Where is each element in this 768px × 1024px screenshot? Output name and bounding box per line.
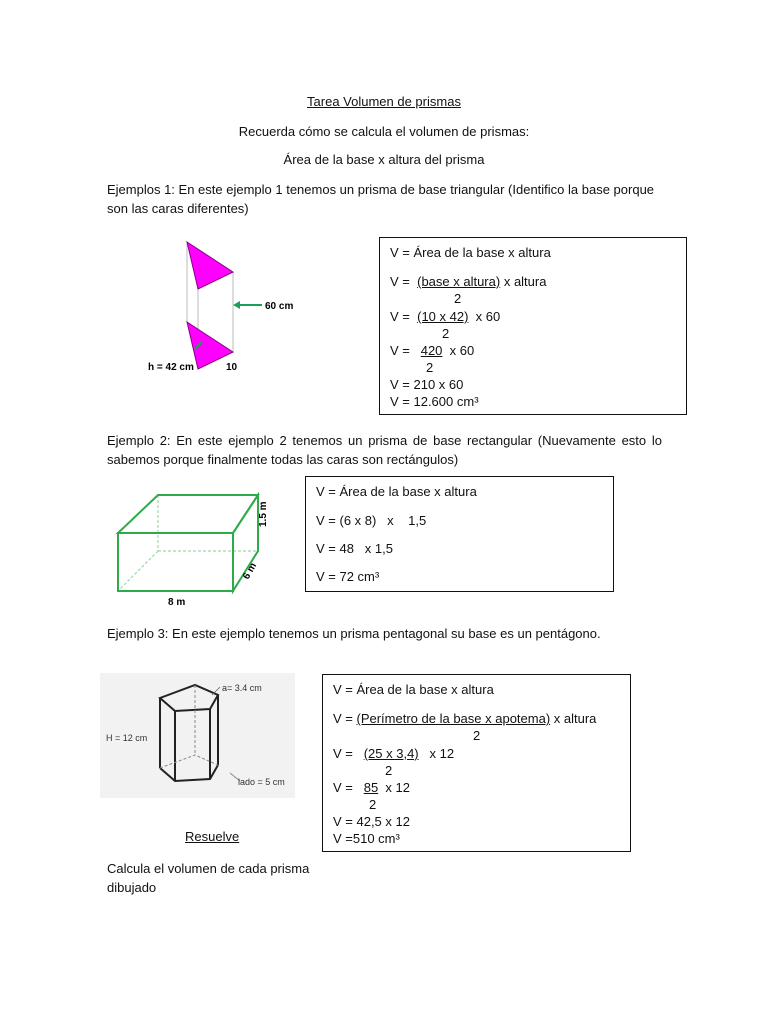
ex3-line2-den: 2 [473, 728, 481, 743]
label-10: 10 [226, 362, 238, 373]
ex3-line2: V = (Perímetro de la base x apotema) x altura [333, 711, 597, 726]
ex3-line5: V = 42,5 x 12 [333, 814, 410, 829]
formula: Área de la base x altura del prisma [283, 152, 485, 167]
label-lado: lado = 5 cm [238, 777, 285, 787]
page-title: Tarea Volumen de prismas [307, 94, 461, 109]
label-apothem: a= 3.4 cm [222, 683, 262, 693]
ex1-line1: V = Área de la base x altura [390, 245, 551, 260]
ex3-line6: V =510 cm³ [333, 831, 400, 846]
label-1.5m: 1.5 m [258, 501, 269, 527]
example1-text: Ejemplos 1: En este ejemplo 1 tenemos un prisma de base triangular (Identifico la base porque son las caras diferentes) [107, 182, 655, 216]
subtitle: Recuerda cómo se calcula el volumen de prismas: [238, 124, 530, 139]
label-H12: H = 12 cm [106, 733, 148, 743]
ex1-line4: V = 420 x 60 [390, 343, 475, 358]
task-text: Calcula el volumen de cada prisma dibujado [107, 861, 310, 895]
ex1-line6: V = 12.600 cm³ [390, 394, 479, 409]
example1-calc-box [379, 237, 687, 415]
example3-text: Ejemplo 3: En este ejemplo tenemos un prisma pentagonal su base es un pentágono. [107, 626, 601, 641]
ex1-line5: V = 210 x 60 [390, 377, 464, 392]
label-h42: h = 42 cm [148, 362, 194, 373]
ex2-line2: V = (6 x 8) x 1,5 [316, 513, 427, 528]
ex1-line3-den: 2 [442, 326, 450, 341]
ex1-line2: V = (base x altura) x altura [390, 274, 547, 289]
ex2-line1: V = Área de la base x altura [316, 484, 477, 499]
ex2-line4: V = 72 cm³ [316, 569, 380, 584]
rectangular-prism-figure [108, 485, 278, 610]
ex1-line4-den: 2 [426, 360, 434, 375]
triangular-prism-figure [140, 232, 310, 382]
ex3-line4-den: 2 [369, 797, 377, 812]
pentagonal-prism-figure [100, 673, 295, 798]
ex1-line3: V = (10 x 42) x 60 [390, 309, 501, 324]
ex3-line1: V = Área de la base x altura [333, 682, 494, 697]
resuelve-heading: Resuelve [185, 829, 240, 844]
label-8m: 8 m [168, 597, 186, 608]
ex3-line3: V = (25 x 3,4) x 12 [333, 746, 455, 761]
example2-calc-box [305, 476, 614, 592]
ex1-line2-den: 2 [454, 291, 462, 306]
ex2-line3: V = 48 x 1,5 [316, 541, 393, 556]
label-6m: 6 m [241, 561, 260, 582]
ex3-line3-den: 2 [385, 763, 393, 778]
label-60cm: 60 cm [265, 301, 294, 312]
example2-text: Ejemplo 2: En este ejemplo 2 tenemos un prisma de base rectangular (Nuevamente esto lo sabemos porque finalmente todas las caras son rectángulos) [107, 433, 662, 467]
example3-calc-box [322, 674, 631, 852]
ex3-line4: V = 85 x 12 [333, 780, 410, 795]
